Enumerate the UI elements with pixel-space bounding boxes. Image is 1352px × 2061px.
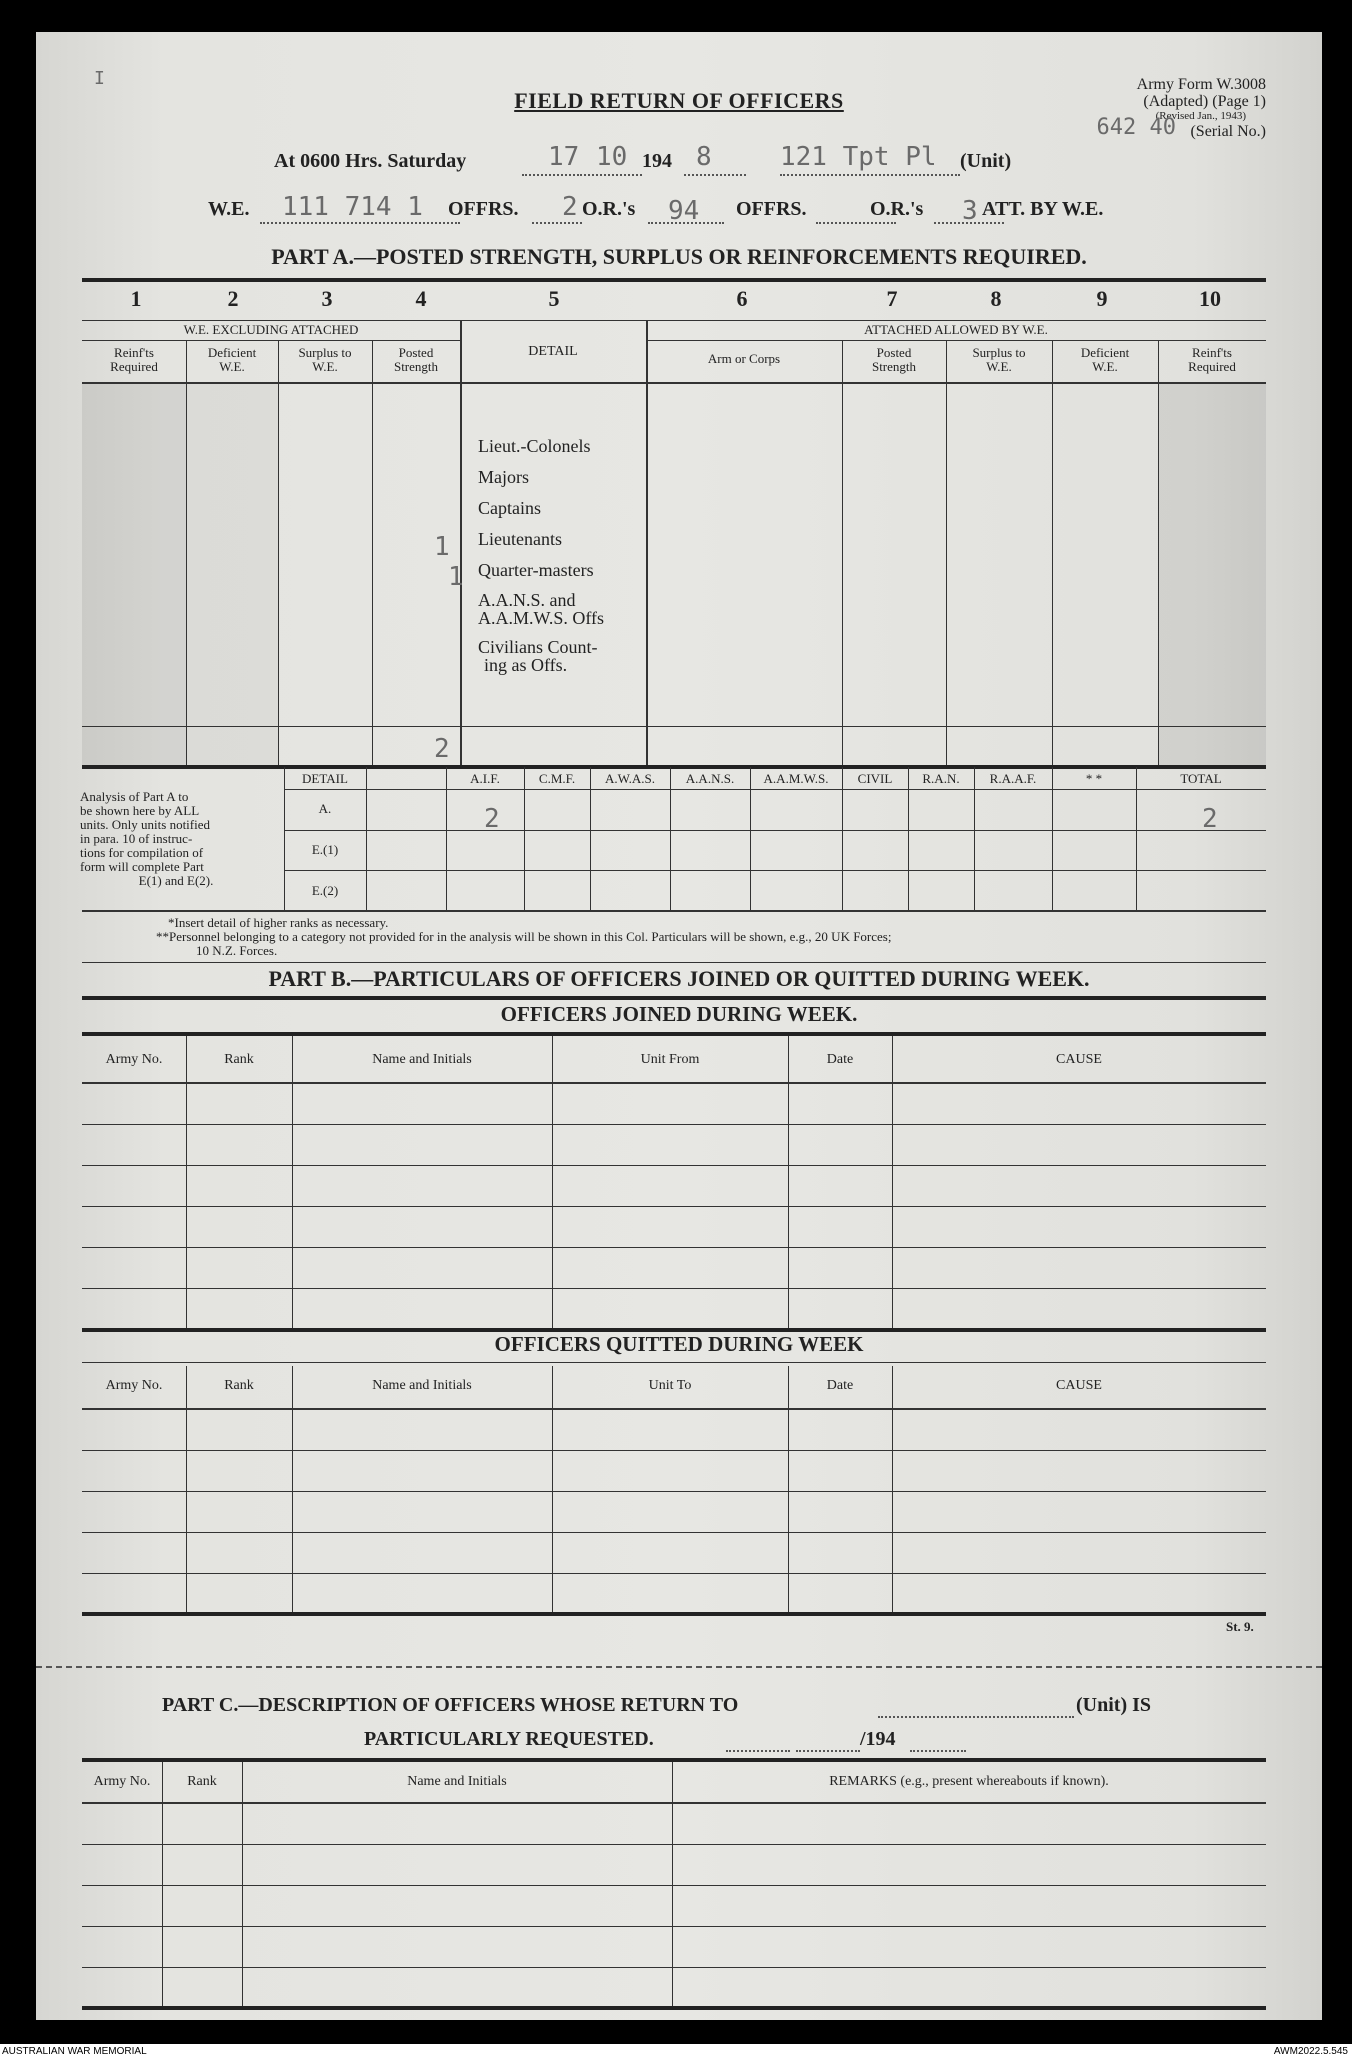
detail-list [478, 436, 644, 674]
quitted-header-date: Date [826, 1378, 854, 1393]
col7-header-line2: Strength [871, 359, 917, 374]
we-value: 111 714 1 [282, 192, 423, 222]
footnote-2: **Personnel belonging to a category not provided for in the analysis will be shown in this Col. Particulars will be shown, e.g., 20 UK Forces; [156, 929, 892, 944]
posted-total-value: 2 [434, 734, 450, 764]
serial-value: 642 40 [1096, 115, 1176, 140]
col3-header-line2: W.E. [312, 359, 338, 374]
analysis-header-aans: A.A.N.S. [685, 771, 735, 786]
analysis-header-cmf: C.M.F. [538, 771, 576, 786]
joined-header-unit-from: Unit From [640, 1052, 700, 1067]
analysis-header-ran: R.A.N. [922, 771, 960, 786]
analysis-note [80, 790, 272, 888]
offrs-label: OFFRS. [448, 198, 519, 220]
part-a-title: PART A.—POSTED STRENGTH, SURPLUS OR REINFORCEMENTS REQUIRED. [271, 244, 1087, 269]
month-value: 10 [596, 142, 628, 172]
col4-header [372, 346, 460, 374]
offrs-value: 2 [562, 192, 578, 222]
col9-header [1052, 346, 1158, 374]
analysis-aif-a-value: 2 [484, 804, 500, 834]
analysis-row-e1: E.(1) [311, 842, 339, 857]
st-note: St. 9. [1226, 1619, 1254, 1634]
analysis-total-a-value: 2 [1202, 804, 1218, 834]
ors2-label: O.R.'s [870, 198, 924, 220]
footnote-1: *Insert detail of higher ranks as necessary. [168, 915, 389, 930]
corner-mark: I [94, 68, 105, 89]
joined-header-rank: Rank [224, 1052, 254, 1067]
col3-header-line1: Surplus to [298, 345, 352, 360]
ors2-value: 3 [962, 196, 978, 226]
form-id: Army Form W.3008 [1136, 76, 1266, 93]
analysis-note-line6: form will complete Part [80, 859, 204, 874]
joined-title: OFFICERS JOINED DURING WEEK. [500, 1002, 858, 1026]
col-num-4: 4 [415, 286, 427, 311]
we-group-header: W.E. EXCLUDING ATTACHED [183, 322, 359, 337]
col3-header [278, 346, 372, 374]
col8-header [946, 346, 1052, 374]
analysis-header-raaf: R.A.A.F. [989, 771, 1037, 786]
col10-header-line1: Reinf'ts [1192, 345, 1232, 360]
analysis-note-line5: tions for compilation of [80, 845, 204, 860]
year-prefix: 194 [642, 150, 672, 172]
analysis-note-line1: Analysis of Part A to [80, 789, 189, 804]
perforation-line [36, 1666, 1322, 1668]
col10-header-line2: Required [1188, 359, 1236, 374]
analysis-note-line3: units. Only units notified [80, 817, 210, 832]
day-value: 17 [548, 142, 580, 172]
offrs2-label: OFFRS. [736, 198, 807, 220]
att-group-header: ATTACHED ALLOWED BY W.E. [864, 322, 1048, 337]
detail-civilians-2: ing as Offs. [484, 655, 568, 675]
detail-aamws: A.A.M.W.S. Offs [478, 608, 605, 628]
unit-label: (Unit) [960, 150, 1012, 172]
analysis-note-line4: in para. 10 of instruc- [80, 831, 193, 846]
quitted-header-rank: Rank [224, 1378, 254, 1393]
analysis-header-total: TOTAL [1180, 771, 1222, 786]
analysis-header-other: * * [1085, 771, 1103, 786]
at-label: At 0600 Hrs. Saturday [274, 150, 467, 172]
col2-header-line1: Deficient [207, 345, 257, 360]
form-sheet [36, 32, 1322, 2020]
archive-footer [0, 2044, 1352, 2061]
quitted-header-army-no: Army No. [105, 1378, 163, 1393]
analysis-row-e2: E.(2) [311, 883, 339, 898]
col4-header-line1: Posted [398, 345, 434, 360]
analysis-header-detail: DETAIL [302, 771, 348, 786]
detail-header: DETAIL [528, 344, 578, 359]
col-num-8: 8 [990, 286, 1002, 311]
detail-quarter-masters: Quarter-masters [478, 560, 594, 580]
part-c-line2: PARTICULARLY REQUESTED. [364, 1728, 654, 1750]
col-num-7: 7 [886, 286, 898, 311]
footnotes [156, 916, 1266, 958]
part-b-title: PART B.—PARTICULARS OF OFFICERS JOINED OR QUITTED DURING WEEK. [268, 966, 1090, 991]
part-c-line1: PART C.—DESCRIPTION OF OFFICERS WHOSE RETURN TO [162, 1694, 739, 1716]
analysis-header-civil: CIVIL [857, 771, 893, 786]
form-revised: (Revised Jan., 1943) [1155, 110, 1246, 122]
detail-majors: Majors [478, 467, 529, 487]
col7-header [842, 346, 946, 374]
posted-captains-value: 1 [434, 532, 450, 562]
analysis-row-a: A. [318, 801, 332, 816]
unit-value: 121 Tpt Pl [780, 142, 937, 172]
col6-header: Arm or Corps [707, 351, 781, 366]
col1-header-line1: Reinf'ts [114, 345, 154, 360]
analysis-header-aif: A.I.F. [470, 771, 500, 786]
footer-left: AUSTRALIAN WAR MEMORIAL [2, 2046, 147, 2057]
detail-lieut-colonels: Lieut.-Colonels [478, 436, 591, 456]
form-title: FIELD RETURN OF OFFICERS [514, 88, 844, 113]
part-c-header-name: Name and Initials [407, 1774, 507, 1789]
quitted-header-unit-to: Unit To [648, 1378, 692, 1393]
form-adapted: (Adapted) (Page 1) [1143, 93, 1266, 110]
detail-aans: A.A.N.S. and [478, 590, 576, 610]
col-num-2: 2 [227, 286, 239, 311]
joined-header-date: Date [826, 1052, 854, 1067]
joined-header-cause: CAUSE [1056, 1052, 1102, 1067]
analysis-note-line2: be shown here by ALL [80, 803, 200, 818]
part-c-header-rank: Rank [187, 1774, 217, 1789]
col1-header-line2: Required [110, 359, 158, 374]
analysis-header-awas: A.W.A.S. [604, 771, 656, 786]
col-num-6: 6 [736, 286, 748, 311]
quitted-header-cause: CAUSE [1056, 1378, 1102, 1393]
ors-label: O.R.'s [582, 198, 636, 220]
year-digit: 8 [696, 142, 712, 172]
col9-header-line2: W.E. [1092, 359, 1118, 374]
col-num-3: 3 [321, 286, 333, 311]
col-num-1: 1 [130, 286, 142, 311]
serial-label: (Serial No.) [1190, 123, 1266, 140]
col7-header-line1: Posted [876, 345, 912, 360]
col8-header-line1: Surplus to [972, 345, 1026, 360]
col2-header-line2: W.E. [219, 359, 245, 374]
col2-header [186, 346, 278, 374]
footnote-3: 10 N.Z. Forces. [196, 943, 278, 958]
part-c-header-remarks: REMARKS (e.g., present whereabouts if known). [829, 1774, 1109, 1789]
analysis-header-aamws: A.A.M.W.S. [763, 771, 829, 786]
col-num-10: 10 [1199, 286, 1221, 311]
col-num-9: 9 [1096, 286, 1108, 311]
quitted-title: OFFICERS QUITTED DURING WEEK [494, 1332, 864, 1356]
col-num-5: 5 [548, 286, 560, 311]
part-c-unit-label: (Unit) IS [1076, 1694, 1152, 1716]
joined-header-name: Name and Initials [372, 1052, 472, 1067]
att-label: ATT. BY W.E. [982, 198, 1104, 220]
part-c-header-army-no: Army No. [93, 1774, 151, 1789]
part-c-year: /194 [860, 1728, 896, 1750]
ors-value: 94 [668, 196, 700, 226]
detail-lieutenants: Lieutenants [478, 529, 562, 549]
col10-header [1158, 346, 1266, 374]
footer-right: AWM2022.5.545 [1273, 2046, 1348, 2057]
joined-header-army-no: Army No. [105, 1052, 163, 1067]
analysis-note-line7: E(1) and E(2). [138, 873, 214, 888]
detail-captains: Captains [478, 498, 541, 518]
col8-header-line2: W.E. [986, 359, 1012, 374]
quitted-header-name: Name and Initials [372, 1378, 472, 1393]
we-label: W.E. [208, 198, 250, 220]
col9-header-line1: Deficient [1080, 345, 1130, 360]
col1-header [82, 346, 186, 374]
col4-header-line2: Strength [393, 359, 439, 374]
detail-civilians: Civilians Count- [478, 637, 598, 657]
posted-lieutenants-value: 1 [448, 562, 464, 592]
